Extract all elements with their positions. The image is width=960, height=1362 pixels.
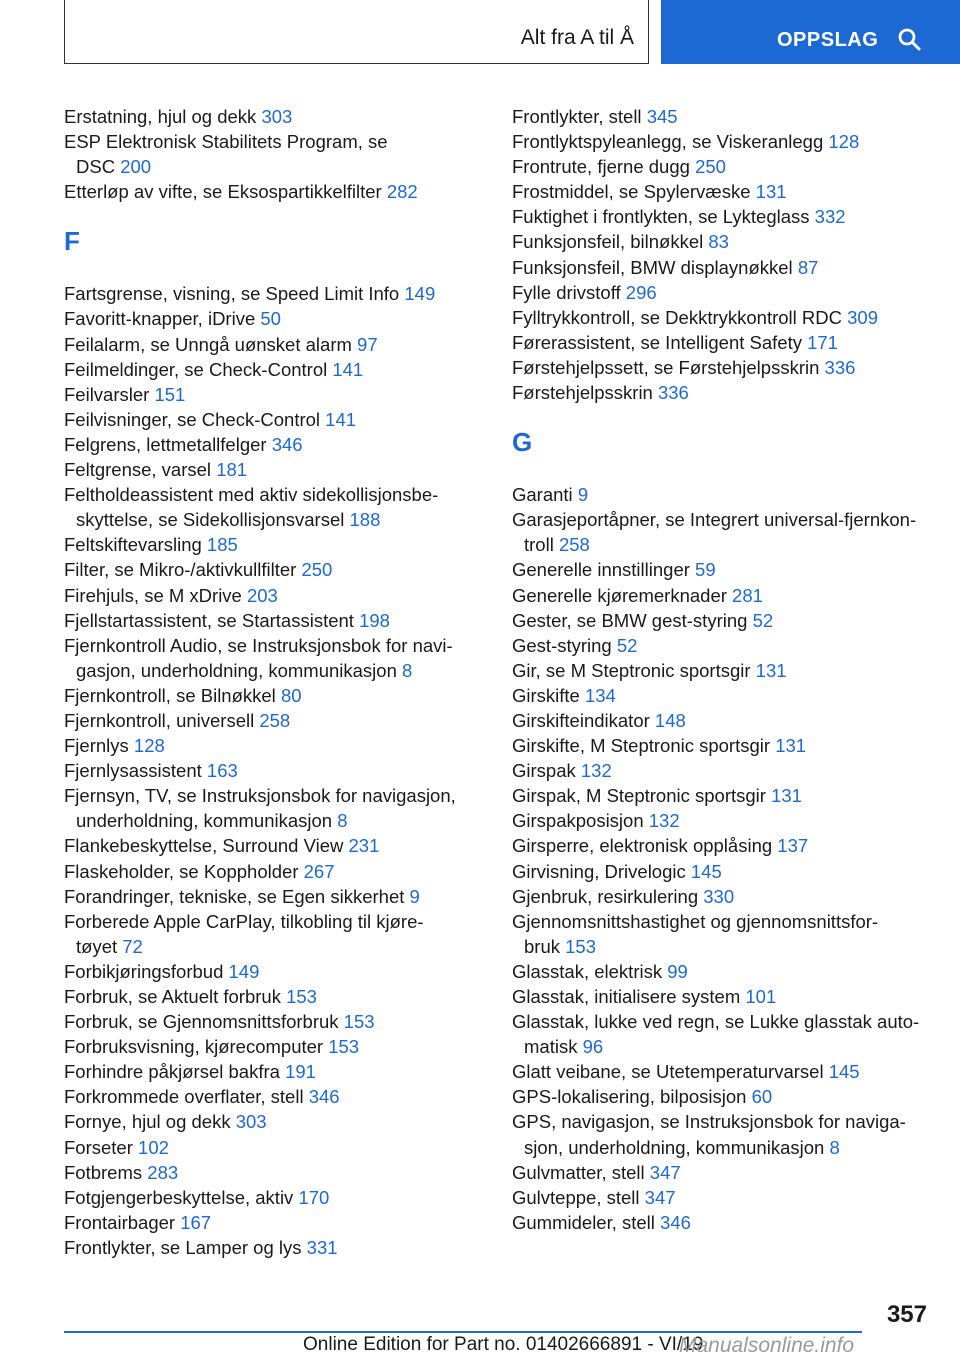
entry-text: Gir, se M Steptronic sportsgir: [512, 659, 751, 681]
entry-text: Girvisning, Drivelogic: [512, 860, 686, 882]
index-entry: [512, 330, 932, 355]
index-entry: [64, 758, 484, 783]
entry-text: Førerassistent, se Intelligent Safety: [512, 331, 802, 353]
page-reference-link[interactable]: 137: [777, 835, 809, 857]
page-reference-link[interactable]: 132: [648, 810, 680, 832]
entry-text: Forhindre påkjørsel bakfra: [64, 1061, 280, 1083]
page-reference-link[interactable]: 163: [206, 760, 238, 782]
page-reference-link[interactable]: 282: [386, 181, 418, 203]
page-reference-link[interactable]: 258: [259, 709, 291, 731]
entry-text: Glasstak, lukke ved regn, se Lukke glasstak auto‐ matisk: [512, 1011, 920, 1058]
page-reference-link[interactable]: 296: [625, 281, 657, 303]
index-entry: [512, 683, 932, 708]
entry-text: Feltholdeassistent med aktiv sidekollisjonsbe‐ skyttelse, se Sidekollisjonsvarsel: [64, 484, 439, 531]
index-entry: [64, 1084, 484, 1109]
entry-text: Frontlykter, se Lamper og lys: [64, 1236, 302, 1258]
index-entry: [64, 859, 484, 884]
page-reference-link[interactable]: 171: [807, 331, 838, 353]
page-reference-link[interactable]: 281: [732, 584, 763, 606]
page-reference-link[interactable]: 59: [695, 559, 716, 581]
entry-text: Frontlykter, stell: [512, 106, 642, 127]
entry-text: Flaskeholder, se Koppholder: [64, 860, 299, 882]
page-reference-link[interactable]: 60: [751, 1086, 773, 1108]
entry-text: Firehjuls, se M xDrive: [64, 584, 242, 606]
page-reference-link[interactable]: 97: [357, 333, 378, 355]
index-entry: [64, 306, 484, 331]
entry-text: Gulvmatter, stell: [512, 1161, 645, 1183]
index-entry: [64, 909, 484, 959]
entry-text: Girspakposisjon: [512, 810, 644, 832]
index-entry: [512, 104, 932, 129]
page-reference-link[interactable]: 145: [690, 860, 722, 882]
entry-text: Girskifteindikator: [512, 709, 650, 731]
index-entry: [512, 280, 932, 305]
entry-text: Frontlyktspyleanlegg, se Viskeranlegg: [512, 131, 824, 153]
entry-text: Fylle drivstoff: [512, 281, 621, 303]
entry-text: Erstatning, hjul og dekk: [64, 106, 257, 127]
search-icon: [897, 27, 921, 51]
entry-text: Forbruksvisning, kjørecomputer: [64, 1036, 324, 1058]
index-entry: [64, 783, 484, 833]
entry-text: GPS, navigasjon, se Instruksjonsbok for naviga‐ sjon, underholdning, kommunikasjon: [512, 1111, 906, 1158]
page-reference-link[interactable]: 8: [402, 659, 413, 681]
index-entry: [512, 557, 932, 582]
entry-text: Feltgrense, varsel: [64, 459, 212, 481]
index-entry: [512, 1210, 932, 1235]
page-reference-link[interactable]: 99: [667, 960, 688, 982]
entry-text: Fylltrykkontroll, se Dekktrykkontroll RDC: [512, 306, 842, 328]
entry-text: Fjellstartassistent, se Startassistent: [64, 609, 354, 631]
page-reference-link[interactable]: 52: [752, 609, 774, 631]
index-entry: [512, 380, 932, 405]
index-entry: [64, 984, 484, 1009]
entry-text: Gjenbruk, resirkulering: [512, 885, 699, 907]
index-entry: [64, 1235, 484, 1260]
index-entry: [512, 255, 932, 280]
entry-text: GPS-lokalisering, bilposisjon: [512, 1086, 747, 1108]
entry-text: Girspak, M Steptronic sportsgir: [512, 785, 766, 807]
entry-text: Glatt veibane, se Utetemperaturvarsel: [512, 1061, 824, 1083]
entry-text: Feilalarm, se Unngå uønsket alarm: [64, 333, 352, 355]
index-entry: [512, 507, 932, 557]
watermark: Manualsonline.info: [679, 1334, 855, 1357]
page-reference-link[interactable]: 332: [814, 206, 846, 228]
entry-text: Feilvisninger, se Check-Control: [64, 408, 321, 430]
index-entry: [512, 859, 932, 884]
index-entry: [512, 229, 932, 254]
entry-text: Fornye, hjul og dekk: [64, 1111, 231, 1133]
index-entry: [512, 1059, 932, 1084]
page-reference-link[interactable]: 153: [328, 1036, 360, 1058]
page-reference-link[interactable]: 80: [280, 684, 302, 706]
page-reference-link[interactable]: 141: [332, 358, 364, 380]
section-letter: F: [64, 226, 80, 257]
page-reference-link[interactable]: 131: [775, 735, 807, 757]
page-reference-link[interactable]: 336: [657, 382, 689, 404]
page-reference-link[interactable]: 9: [409, 885, 420, 907]
page-reference-link[interactable]: 128: [133, 735, 165, 757]
entry-text: Etterløp av vifte, se Eksospartikkelfilter: [64, 181, 382, 203]
page-reference-link[interactable]: 87: [797, 256, 819, 278]
entry-text: Fotbrems: [64, 1161, 143, 1183]
index-entry: [64, 407, 484, 432]
entry-text: Forberede Apple CarPlay, tilkobling til kjøre‐ tøyet: [64, 910, 424, 957]
section-letter: G: [512, 427, 533, 458]
index-entry: [64, 959, 484, 984]
index-entry: [64, 1009, 484, 1034]
index-entry: [64, 683, 484, 708]
page-reference-link[interactable]: 153: [343, 1011, 375, 1033]
page-reference-link[interactable]: 188: [349, 509, 381, 531]
page-reference-link[interactable]: 148: [654, 709, 686, 731]
index-column-right: [512, 104, 932, 1235]
page-reference-link[interactable]: 149: [404, 283, 436, 305]
section-title: Alt fra A til Å: [520, 26, 634, 49]
index-entry: [64, 332, 484, 357]
page-reference-link[interactable]: 191: [285, 1061, 316, 1083]
entry-text: Forbruk, se Aktuelt forbruk: [64, 986, 281, 1007]
page-reference-link[interactable]: 128: [828, 131, 860, 153]
entry-text: Garasjeportåpner, se Integrert universal-fjernkon‐ troll: [512, 509, 917, 556]
index-entry: [64, 1135, 484, 1160]
entry-text: Gest-styring: [512, 634, 612, 656]
index-entry: [512, 482, 932, 507]
page-reference-link[interactable]: 50: [260, 308, 281, 330]
entry-text: Frontrute, fjerne dugg: [512, 156, 690, 178]
entry-text: Felgrens, lettmetallfelger: [64, 433, 267, 455]
index-entry: [512, 633, 932, 658]
index-entry: [512, 355, 932, 380]
page-reference-link[interactable]: 258: [558, 534, 590, 556]
page-reference-link[interactable]: 309: [847, 306, 878, 328]
page-number: 357: [886, 1301, 927, 1328]
entry-text: Glasstak, initialisere system: [512, 986, 741, 1007]
index-entry: [64, 1185, 484, 1210]
index-entry: [64, 432, 484, 457]
entry-text: Fjernkontroll Audio, se Instruksjonsbok for navi‐ gasjon, underholdning, kommunikasjon: [64, 634, 453, 681]
entry-text: Fjernsyn, TV, se Instruksjonsbok for navigasjon, underholdning, kommunikasjon: [64, 785, 456, 832]
entry-text: Fotgjengerbeskyttelse, aktiv: [64, 1186, 294, 1208]
entry-text: Flankebeskyttelse, Surround View: [64, 835, 344, 857]
page-reference-link[interactable]: 198: [359, 609, 390, 631]
page-reference-link[interactable]: 170: [298, 1186, 330, 1208]
entry-text: Gummideler, stell: [512, 1211, 655, 1233]
entry-text: Girskifte, M Steptronic sportsgir: [512, 735, 771, 757]
entry-text: Favoritt-knapper, iDrive: [64, 308, 256, 330]
page-reference-link[interactable]: 131: [755, 659, 787, 681]
tab-label: OPPSLAG: [777, 29, 879, 51]
page-reference-link[interactable]: 131: [755, 181, 787, 203]
page-reference-link[interactable]: 141: [325, 408, 357, 430]
page-reference-link[interactable]: 8: [337, 810, 348, 832]
index-entry: [512, 154, 932, 179]
index-entry: [64, 608, 484, 633]
index-entry: [512, 179, 932, 204]
page-reference-link[interactable]: 185: [206, 534, 238, 556]
entry-text: Garanti: [512, 484, 573, 506]
index-entry: [64, 457, 484, 482]
page-reference-link[interactable]: 153: [565, 935, 597, 957]
page-reference-link[interactable]: 330: [703, 885, 735, 907]
page-reference-link[interactable]: 231: [348, 835, 380, 857]
index-entry: [512, 1009, 932, 1059]
page-reference-link[interactable]: 151: [154, 383, 186, 405]
index-entry: [512, 733, 932, 758]
page-reference-link[interactable]: 303: [235, 1111, 267, 1133]
entry-text: Frontairbager: [64, 1211, 176, 1233]
oppslag-tab[interactable]: [661, 0, 960, 64]
entry-text: Forandringer, tekniske, se Egen sikkerhet: [64, 885, 405, 907]
entry-text: Gulvteppe, stell: [512, 1186, 640, 1208]
page-reference-link[interactable]: 83: [708, 231, 729, 253]
index-entry: [64, 583, 484, 608]
footer-divider: [64, 1331, 862, 1333]
page-reference-link[interactable]: 346: [660, 1211, 691, 1233]
page-reference-link[interactable]: 203: [246, 584, 278, 606]
index-entry: [512, 1160, 932, 1185]
entry-text: Feilvarsler: [64, 383, 150, 405]
page-reference-link[interactable]: 96: [582, 1036, 604, 1058]
page-reference-link[interactable]: 181: [216, 459, 248, 481]
page-reference-link[interactable]: 346: [271, 433, 303, 455]
entry-text: Fuktighet i frontlykten, se Lykteglass: [512, 206, 810, 228]
page-reference-link[interactable]: 52: [616, 634, 638, 656]
index-entry: [64, 357, 484, 382]
index-entry: [512, 783, 932, 808]
index-entry: [64, 179, 484, 204]
entry-text: Fjernlys: [64, 735, 129, 757]
entry-text: Forbruk, se Gjennomsnittsforbruk: [64, 1011, 339, 1033]
index-entry: [512, 1185, 932, 1210]
index-column-left: [64, 104, 484, 1260]
index-entry: [512, 608, 932, 633]
page-reference-link[interactable]: 267: [303, 860, 335, 882]
page-reference-link[interactable]: 131: [771, 785, 802, 807]
index-entry: [64, 708, 484, 733]
index-entry: [512, 959, 932, 984]
index-entry: [512, 884, 932, 909]
index-entry: [512, 204, 932, 229]
entry-text: Generelle kjøremerknader: [512, 584, 727, 606]
index-entry: [64, 1210, 484, 1235]
index-entry: [512, 658, 932, 683]
index-entry: [512, 758, 932, 783]
index-entry: [512, 583, 932, 608]
page-reference-link[interactable]: 250: [301, 559, 333, 581]
page-reference-link[interactable]: 153: [286, 986, 317, 1007]
entry-text: Gester, se BMW gest-styring: [512, 609, 748, 631]
edition-text: Online Edition for Part no. 01402666891 - VI/19: [303, 1334, 704, 1355]
header-section-box: [64, 0, 649, 64]
index-entry: [64, 733, 484, 758]
entry-text: Forbikjøringsforbud: [64, 960, 224, 982]
page-reference-link[interactable]: 347: [644, 1186, 676, 1208]
page-reference-link[interactable]: 303: [261, 106, 293, 127]
page-reference-link[interactable]: 347: [649, 1161, 681, 1183]
entry-text: Filter, se Mikro-/aktivkullfilter: [64, 559, 297, 581]
page-reference-link[interactable]: 9: [577, 484, 589, 506]
entry-text: Fjernkontroll, se Bilnøkkel: [64, 684, 276, 706]
page-reference-link[interactable]: 134: [584, 684, 616, 706]
entry-text: Førstehjelpssett, se Førstehjelpsskrin: [512, 356, 820, 378]
page-reference-link[interactable]: 8: [829, 1136, 840, 1158]
entry-text: Fartsgrense, visning, se Speed Limit Info: [64, 283, 400, 305]
index-entry: [64, 1034, 484, 1059]
index-entry: [64, 129, 484, 179]
index-entry: [64, 1059, 484, 1084]
index-entry: [512, 909, 932, 959]
entry-text: Fjernlysassistent: [64, 760, 202, 782]
index-entry: [512, 708, 932, 733]
entry-text: Forkrommede overflater, stell: [64, 1086, 304, 1108]
index-entry: [512, 833, 932, 858]
index-entry: [64, 833, 484, 858]
index-entry: [64, 281, 484, 306]
entry-text: Gjennomsnittshastighet og gjennomsnittsfor‐ bruk: [512, 910, 879, 957]
entry-text: Frostmiddel, se Spylervæske: [512, 181, 751, 203]
page-reference-link[interactable]: 167: [180, 1211, 212, 1233]
entry-text: Feltskiftevarsling: [64, 534, 202, 556]
index-entry: [512, 1109, 932, 1159]
index-entry: [64, 884, 484, 909]
page-reference-link[interactable]: 149: [228, 960, 260, 982]
entry-text: Girskifte: [512, 684, 580, 706]
entry-text: Girsperre, elektronisk opplåsing: [512, 835, 773, 857]
index-entry: [64, 104, 484, 129]
entry-text: Girspak: [512, 760, 576, 782]
index-entry: [64, 532, 484, 557]
page-reference-link[interactable]: 72: [122, 935, 143, 957]
page-reference-link[interactable]: 200: [120, 156, 152, 178]
entry-text: Feilmeldinger, se Check-Control: [64, 358, 328, 380]
entry-text: Funksjonsfeil, bilnøkkel: [512, 231, 704, 253]
page-reference-link[interactable]: 345: [646, 106, 678, 127]
page-reference-link[interactable]: 346: [308, 1086, 340, 1108]
page-reference-link[interactable]: 336: [824, 356, 856, 378]
index-entry: [512, 1084, 932, 1109]
index-entry: [512, 808, 932, 833]
index-entry: [64, 557, 484, 582]
entry-text: Funksjonsfeil, BMW displaynøkkel: [512, 256, 793, 278]
page-reference-link[interactable]: 145: [828, 1061, 860, 1083]
index-entry: [512, 129, 932, 154]
page-reference-link[interactable]: 101: [745, 986, 777, 1007]
page-reference-link[interactable]: 331: [306, 1236, 338, 1258]
index-entry: [64, 482, 484, 532]
index-entry: [64, 1160, 484, 1185]
page-reference-link[interactable]: 102: [138, 1136, 169, 1158]
entry-text: Glasstak, elektrisk: [512, 960, 663, 982]
page-reference-link[interactable]: 250: [695, 156, 726, 178]
index-entry: [512, 984, 932, 1009]
entry-text: Forseter: [64, 1136, 133, 1158]
entry-text: ESP Elektronisk Stabilitets Program, se DSC: [64, 131, 388, 178]
index-entry: [64, 382, 484, 407]
index-entry: [64, 633, 484, 683]
index-entry: [64, 1109, 484, 1134]
entry-text: Fjernkontroll, universell: [64, 709, 255, 731]
entry-text: Førstehjelpsskrin: [512, 382, 653, 404]
entry-text: Generelle innstillinger: [512, 559, 690, 581]
page-reference-link[interactable]: 283: [147, 1161, 179, 1183]
page-reference-link[interactable]: 132: [580, 760, 612, 782]
index-entry: [512, 305, 932, 330]
